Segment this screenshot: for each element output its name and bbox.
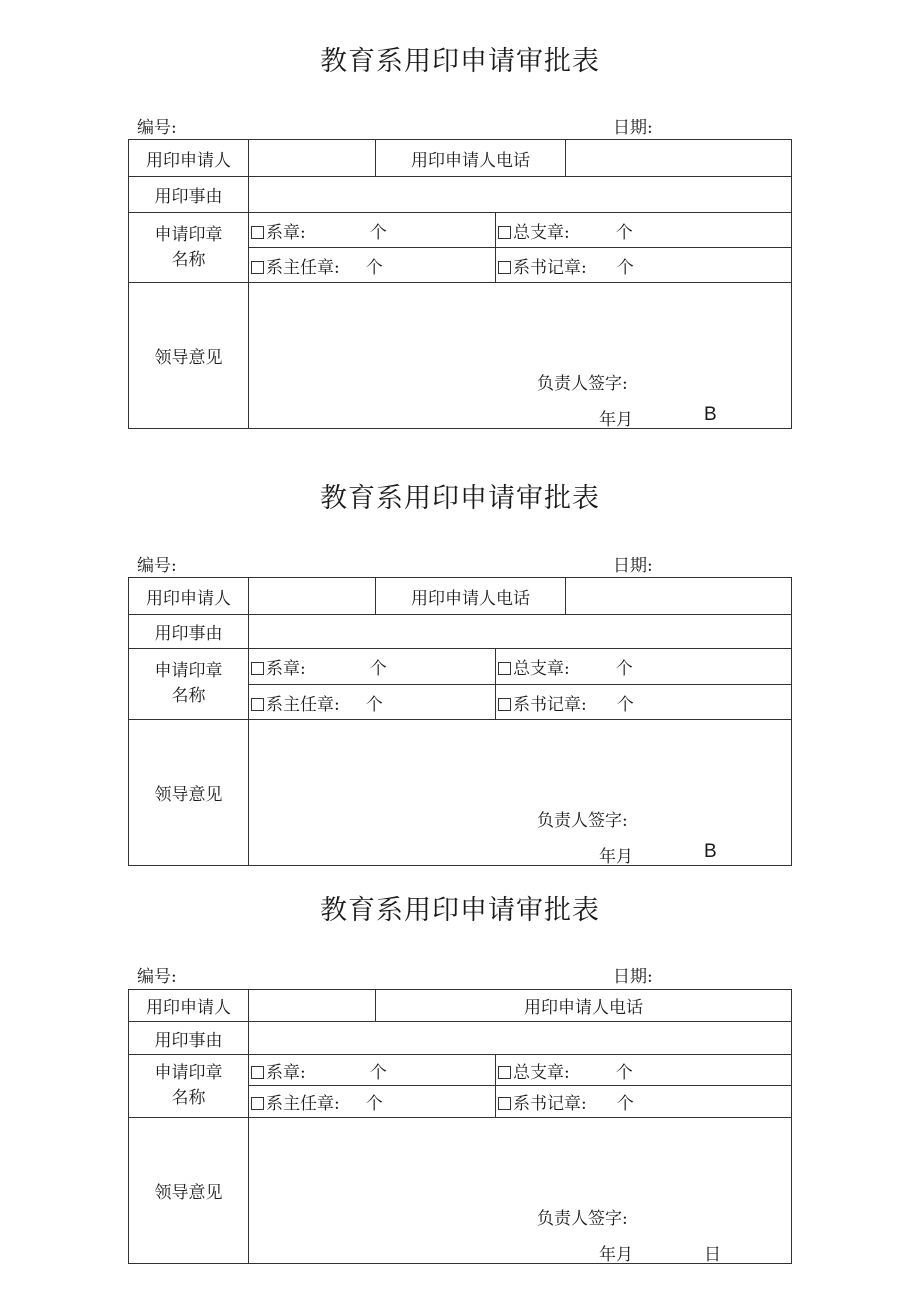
reason-label: 用印事由: [129, 615, 249, 649]
applicant-field[interactable]: [249, 578, 376, 615]
reason-field[interactable]: [249, 615, 792, 649]
checkbox[interactable]: [498, 1097, 511, 1110]
date-label: 日期:: [613, 556, 653, 576]
form-title: 教育系用印申请审批表: [320, 46, 600, 77]
reason-label: 用印事由: [129, 177, 249, 213]
year-month-label: 年月: [599, 410, 633, 429]
applicant-field[interactable]: [249, 140, 376, 177]
seal-option-secretary[interactable]: 系书记章: 个: [496, 248, 792, 283]
seal-option-branch[interactable]: 总支章: 个: [496, 213, 792, 248]
seal-option-secretary[interactable]: 系书记章: 个: [496, 1086, 792, 1118]
date-label: 日期:: [613, 967, 653, 987]
applicant-phone-field[interactable]: [566, 140, 792, 177]
seal-option-secretary[interactable]: 系书记章: 个: [496, 685, 792, 720]
applicant-label: 用印申请人: [129, 578, 249, 615]
date-label: 日期:: [613, 118, 653, 138]
applicant-phone-field[interactable]: [566, 578, 792, 615]
seal-option-director[interactable]: 系主任章: 个: [249, 248, 496, 283]
form-title: 教育系用印申请审批表: [320, 483, 600, 514]
applicant-label: 用印申请人: [129, 990, 249, 1022]
number-label: 编号:: [137, 118, 177, 138]
signer-label: 负责人签字:: [537, 1209, 628, 1229]
form-title: 教育系用印申请审批表: [320, 895, 600, 926]
form-table: [128, 139, 792, 429]
seal-option-director[interactable]: 系主任章: 个: [249, 685, 496, 720]
seal-name-label-line1: 申请印章: [154, 1063, 223, 1083]
checkbox[interactable]: [251, 698, 264, 711]
checkbox[interactable]: [251, 261, 264, 274]
seal-option-dept[interactable]: 系章: 个: [249, 1055, 496, 1086]
form-table: [128, 989, 792, 1264]
year-month-label: 年月: [599, 847, 633, 866]
form-table: [128, 577, 792, 866]
seal-name-label: [129, 649, 249, 720]
checkbox[interactable]: [251, 226, 264, 239]
reason-label: 用印事由: [129, 1022, 249, 1055]
applicant-phone-label: 用印申请人电话: [376, 140, 566, 177]
checkbox[interactable]: [498, 226, 511, 239]
seal-name-label: [129, 213, 249, 283]
day-label: B: [704, 841, 717, 862]
signer-label: 负责人签字:: [537, 811, 628, 831]
number-label: 编号:: [137, 556, 177, 576]
year-month-label: 年月: [599, 1245, 633, 1264]
day-label: 日: [704, 1245, 721, 1264]
leader-opinion-field[interactable]: [249, 1118, 792, 1264]
checkbox[interactable]: [251, 1066, 264, 1079]
signer-label: 负责人签字:: [537, 374, 628, 394]
applicant-phone-label: 用印申请人电话: [376, 990, 792, 1022]
checkbox[interactable]: [498, 1066, 511, 1079]
seal-name-label-line2: 名称: [171, 686, 206, 706]
checkbox[interactable]: [498, 261, 511, 274]
seal-name-label: [129, 1055, 249, 1118]
leader-opinion-field[interactable]: [249, 720, 792, 866]
seal-option-branch[interactable]: 总支章: 个: [496, 649, 792, 685]
applicant-phone-label: 用印申请人电话: [376, 578, 566, 615]
leader-opinion-field[interactable]: [249, 283, 792, 429]
applicant-field[interactable]: [249, 990, 376, 1022]
seal-option-dept[interactable]: 系章: 个: [249, 649, 496, 685]
checkbox[interactable]: [498, 662, 511, 675]
seal-option-director[interactable]: 系主任章: 个: [249, 1086, 496, 1118]
leader-opinion-label: 领导意见: [129, 283, 249, 429]
seal-name-label-line1: 申请印章: [154, 661, 223, 681]
seal-option-dept[interactable]: 系章: 个: [249, 213, 496, 248]
leader-opinion-label: 领导意见: [129, 1118, 249, 1264]
applicant-label: 用印申请人: [129, 140, 249, 177]
checkbox[interactable]: [498, 698, 511, 711]
seal-name-label-line2: 名称: [171, 249, 206, 270]
checkbox[interactable]: [251, 1097, 264, 1110]
reason-field[interactable]: [249, 1022, 792, 1055]
day-label: B: [704, 404, 717, 425]
seal-name-label-line1: 申请印章: [154, 224, 223, 245]
seal-option-branch[interactable]: 总支章: 个: [496, 1055, 792, 1086]
leader-opinion-label: 领导意见: [129, 720, 249, 866]
number-label: 编号:: [137, 967, 177, 987]
checkbox[interactable]: [251, 662, 264, 675]
seal-name-label-line2: 名称: [171, 1088, 206, 1108]
reason-field[interactable]: [249, 177, 792, 213]
